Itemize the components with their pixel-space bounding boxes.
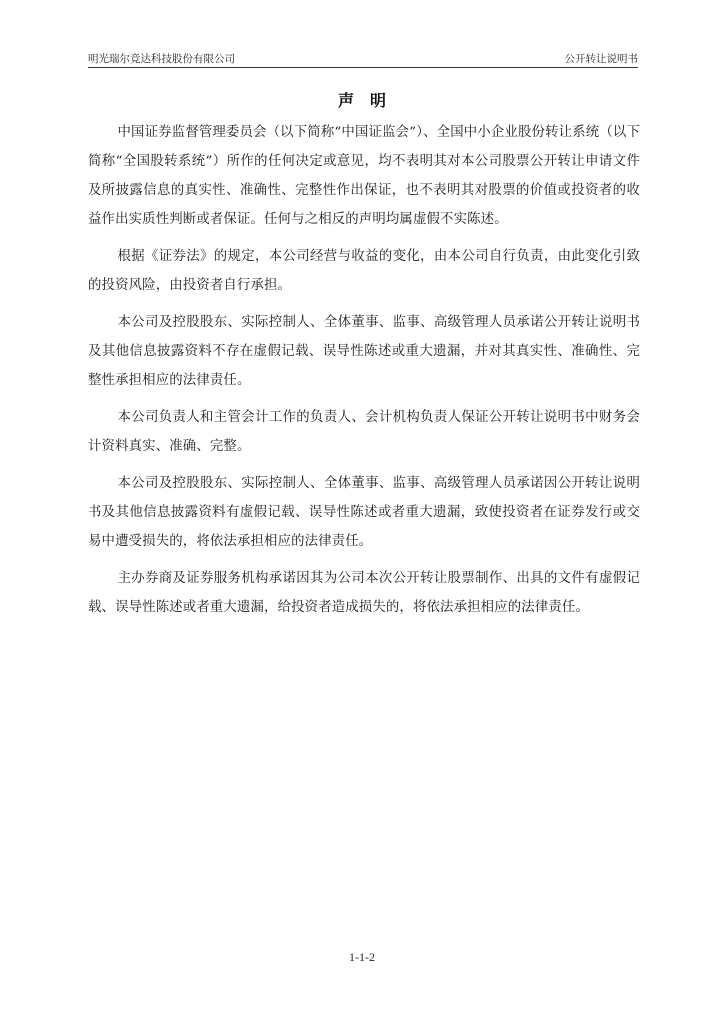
statement-body — [88, 118, 640, 630]
paragraph-disclosure-commitment: 本公司及控股股东、实际控制人、全体董事、监事、高级管理人员承诺公开转让说明书及其他信息披露资料不存在虚假记载、误导性陈述或重大遗漏，并对其真实性、准确性、完整性承担相应的法律责任。 — [88, 315, 640, 388]
header-company-name: 明光瑞尔竞达科技股份有限公司 — [88, 53, 235, 65]
header-document-type: 公开转让说明书 — [564, 53, 638, 65]
page-title: 声明 — [337, 91, 402, 110]
page-number: 1-1-2 — [349, 950, 375, 964]
paragraph-csrc-disclaimer: 中国证券监督管理委员会（以下简称“中国证监会”）、全国中小企业股份转让系统（以下简称“全国股转系统”）所作的任何决定或意见，均不表明其对本公司股票公开转让申请文件及所披露信息的真实性、准确性、完整性作出保证，也不表明其对股票的价值或投资者的收益作出实质性判断或者保证。任何与之相反的声明均属虚假不实陈述。 — [88, 125, 640, 227]
page-header — [88, 52, 638, 68]
paragraph-broker-commitment: 主办券商及证券服务机构承诺因其为公司本次公开转让股票制作、出具的文件有虚假记载、误导性陈述或者重大遗漏，给投资者造成损失的，将依法承担相应的法律责任。 — [88, 571, 640, 615]
paragraph-liability-commitment: 本公司及控股股东、实际控制人、全体董事、监事、高级管理人员承诺因公开转让说明书及其他信息披露资料有虚假记载、误导性陈述或者重大遗漏，致使投资者在证券发行或交易中遭受损失的，将依法承担相应的法律责任。 — [88, 476, 640, 549]
paragraph-securities-law: 根据《证券法》的规定，本公司经营与收益的变化，由本公司自行负责，由此变化引致的投资风险，由投资者自行承担。 — [88, 249, 640, 293]
paragraph-financial-guarantee: 本公司负责人和主管会计工作的负责人、会计机构负责人保证公开转让说明书中财务会计资料真实、准确、完整。 — [88, 410, 640, 454]
